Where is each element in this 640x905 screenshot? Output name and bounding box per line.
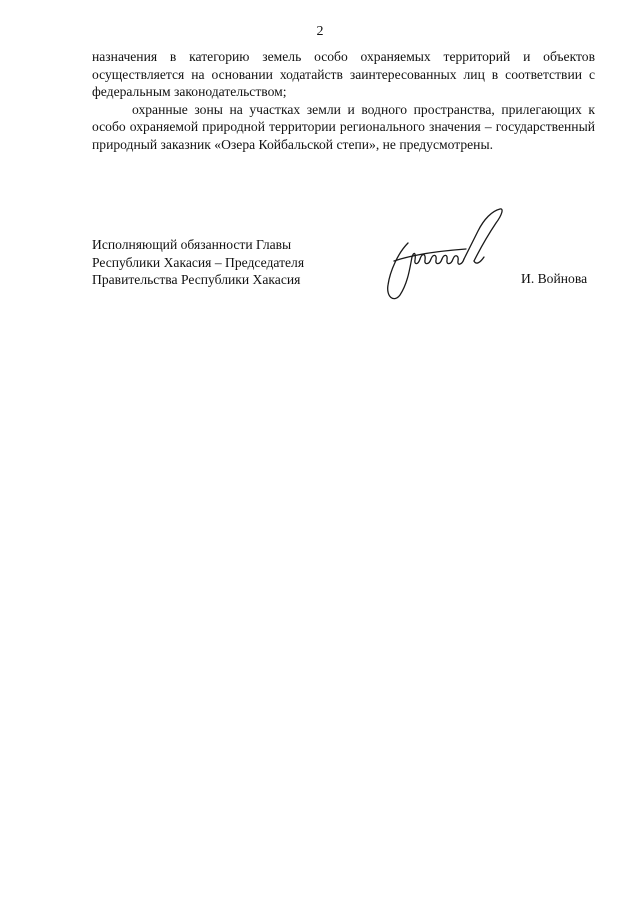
signatory-position-line-2: Республики Хакасия – Председателя <box>92 254 305 270</box>
signer-name: И. Войнова <box>521 271 588 286</box>
document-body <box>92 48 595 153</box>
signatory-position-line-1: Исполняющий обязанности Главы <box>92 237 292 252</box>
handwritten-signature-icon <box>368 205 518 310</box>
signatory-position-line-3: Правительства Республики Хакасия <box>92 272 301 287</box>
signatory-position <box>92 236 304 289</box>
paragraph-protection-zones: охранные зоны на участках земли и водного пространства, прилегающих к особо охраняемой природной территории регионального значения – государственный природный заказник «Озера Койбальской степи», не предусмотрены. <box>92 101 595 152</box>
page-number: 2 <box>316 24 324 39</box>
paragraph-continuation: назначения в категорию земель особо охраняемых территорий и объектов осуществляется на основании ходатайств заинтересованных лиц в соответствии с федеральным законодательством; <box>92 49 595 99</box>
